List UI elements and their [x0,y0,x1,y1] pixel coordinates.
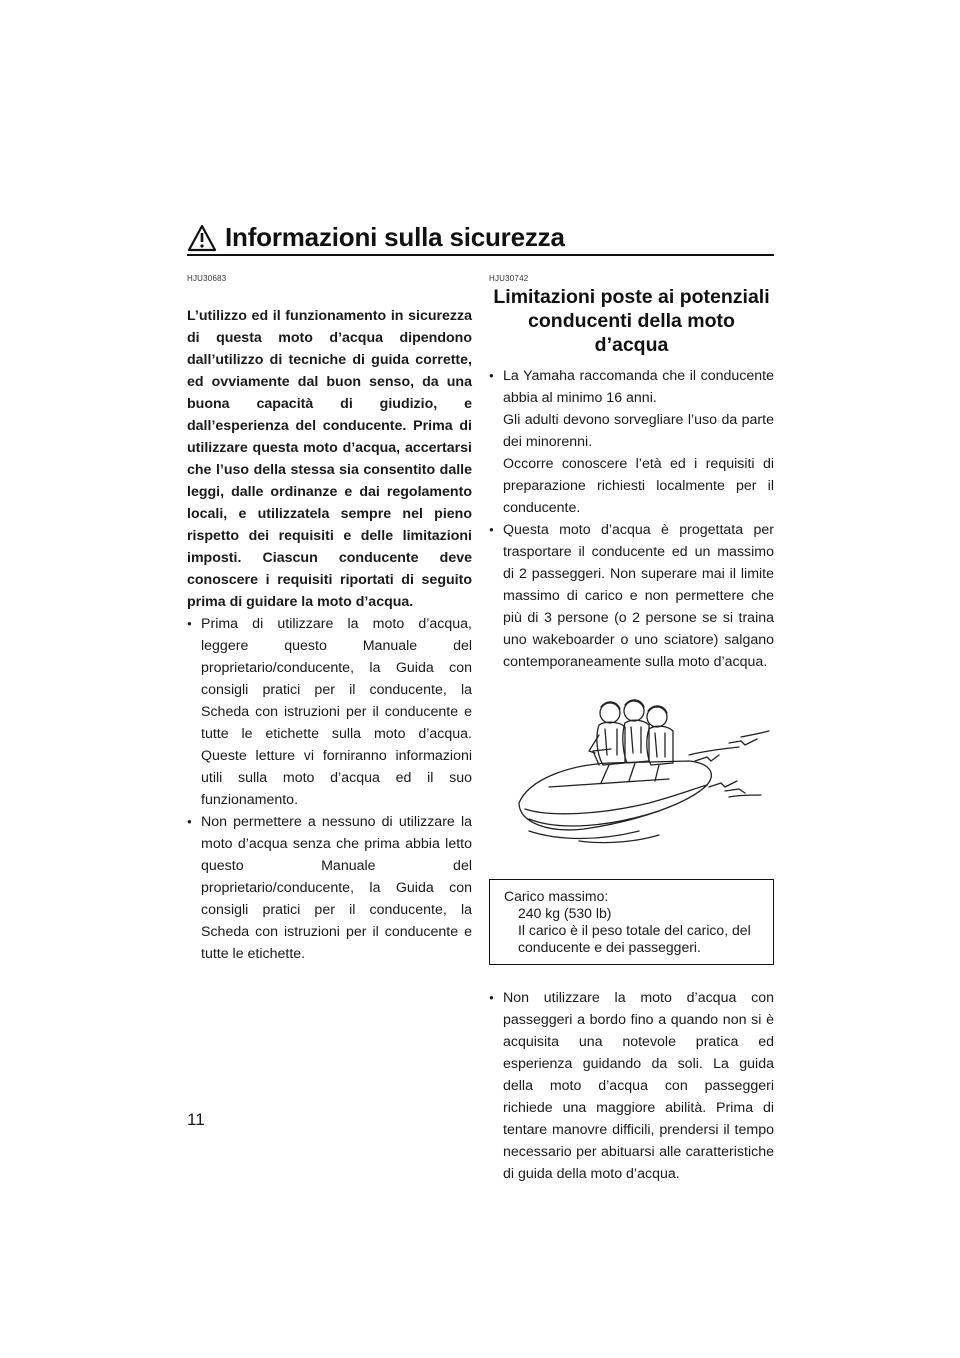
page-number: 11 [187,1110,205,1129]
section-code: HJU30742 [489,274,529,283]
page-header [187,222,565,253]
max-load-label: Carico massimo: [504,888,609,904]
list-item: ● Non permettere a nessuno di utilizzare la moto d’acqua senza che prima abbia letto questo Manuale del proprietario/conducente, la Guida con consigli pratici per il conducente, la Scheda con istruzioni per il conducente e tutte le etichette. [187,811,472,965]
passenger-list [489,987,774,1185]
list-item: ● Questa moto d’acqua è progettata per trasportare il conducente ed un massimo di 2 passeggeri. Non superare mai il limite massimo di carico e non permettere che più di 3 persone (o 2 persone se si traina uno wakeboarder o uno sciatore) salgano contemporaneamente sulla moto d’acqua. [489,519,774,673]
watercraft-with-three-riders-illustration [489,691,774,851]
max-load-note: Il carico è il peso totale del carico, del conducente e dei passeggeri. [518,922,751,955]
list-item-text: Gli adulti devono sorvegliare l’uso da parte dei minorenni. [503,412,774,450]
warning-triangle-icon [187,224,217,252]
list-item-text: Occorre conoscere l’età ed i requisiti di preparazione richiesti localmente per il conducente. [503,456,774,516]
list-item [489,365,774,519]
right-column [489,274,774,1185]
section-code: HJU30683 [187,274,227,283]
max-load-value: 240 kg (530 lb) [518,905,612,921]
section-title: Limitazioni poste ai potenziali conducenti della moto d’acqua [493,286,770,356]
max-load-box [489,879,774,965]
intro-paragraph: L’utilizzo ed il funzionamento in sicurezza di questa moto d’acqua dipendono dall’utilizzo di tecniche di guida corrette, ed ovviamente dal buon senso, da una buona capacità di giudizio, e dall’esperienza del conducente. Prima di utilizzare questa moto d’acqua, accertarsi che l’uso della stessa sia consentito dalle leggi, dalle ordinanze e dai regolamento locali, e utilizzatela sempre nel pieno rispetto dei requisiti e delle limitazioni imposti. Ciascun conducente deve conoscere i requisiti riportati di seguito prima di guidare la moto d’acqua. [187,308,472,610]
page-title: Informazioni sulla sicurezza [225,222,565,252]
list-item: ● Non utilizzare la moto d’acqua con passeggeri a bordo fino a quando non si è acquisita una notevole pratica ed esperienza guidando da soli. La guida della moto d’acqua con passeggeri richiede una maggiore abilità. Prima di tentare manovre difficili, prendersi il tempo necessario per abituarsi alle caratteristiche di guida della moto d’acqua. [489,987,774,1185]
limits-list [489,365,774,673]
list-item-text: ● La Yamaha raccomanda che il conducente abbia al minimo 16 anni. [503,368,774,406]
left-column [187,274,472,965]
requirements-list [187,613,472,965]
list-item: ● Prima di utilizzare la moto d’acqua, leggere questo Manuale del proprietario/conducente, la Guida con consigli pratici per il conducente, la Scheda con istruzioni per il conducente e tutte le etichette sulla moto d’acqua. Queste letture vi forniranno informazioni utili sulla moto d’acqua ed il suo funzionamento. [187,613,472,811]
header-divider [187,254,774,256]
